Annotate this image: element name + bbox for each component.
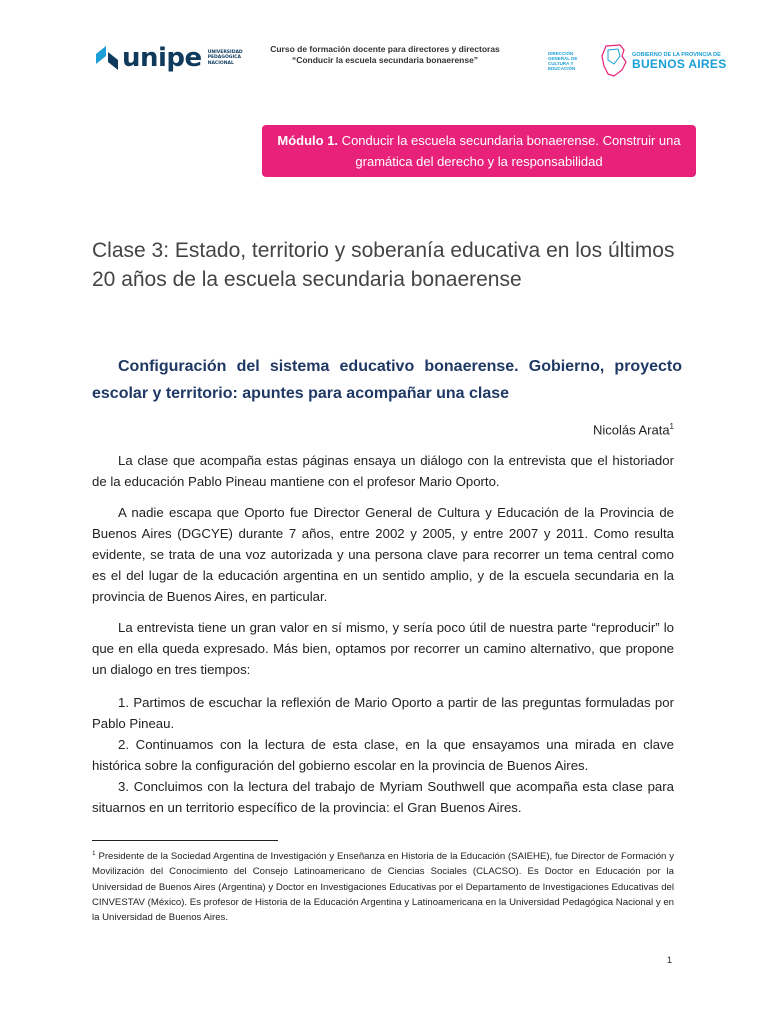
province-map-icon [600,44,628,78]
body-text [92,450,674,818]
footnote-mark: 1 [92,850,96,857]
footnote-divider [92,840,278,841]
list-item-3: 3. Concluimos con la lectura del trabajo de Myriam Southwell que acompaña esta clase para situarnos en un territorio específico de la provincia: el Gran Buenos Aires. [92,779,674,815]
unipe-subtitle: UNIVERSIDAD PEDAGÓGICA NACIONAL [207,50,243,66]
clase-title: Clase 3: Estado, territorio y soberanía educativa en los últimos 20 años de la escuela secundaria bonaerense [92,239,675,291]
footnote-text: Presidente de la Sociedad Argentina de Investigación y Enseñanza en Historia de la Educación (SAIEHE), fue Director de Formación y Movilización del Conocimiento del Consejo Latinoamericano de Ciencias Sociales (CLACSO). Es Doctor en Educación por la Universidad de Buenos Aires (Argentina) y Doctor en Investigaciones Educativas por el Departamento de Investigaciones Educativas del CINVESTAV (México). Es profesor de Historia de la Educación Argentina y Latinoamericana en la Universidad Pedagógica Nacional y en la Universidad de Buenos Aires. [92,851,674,923]
module-label: Módulo 1. [277,133,339,148]
footnote-ref[interactable]: 1 [669,422,674,431]
list-item-2: 2. Continuamos con la lectura de esta clase, en la que ensayamos una mirada en clave histórica sobre la configuración del gobierno escolar en la provincia de Buenos Aires. [92,737,674,773]
unipe-mark-icon [94,44,120,72]
module-text-2: gramática del derecho y la responsabilidad [355,154,603,169]
course-title: Curso de formación docente para directores y directoras “Conducir la escuela secundaria bonaerense” [270,44,500,65]
page-header [0,40,768,90]
paragraph-2: A nadie escapa que Oporto fue Director General de Cultura y Educación de la Provincia de Buenos Aires (DGCYE) durante 7 años, entre 2002 y 2005, y entre 2007 y 2011. Como resulta evidente, se trata de una voz autorizada y una persona clave para recorrer un tema central como es el del lugar de la educación argentina en un sentido amplio, y de la escuela secundaria en la provincia de Buenos Aires, en particular. [92,505,674,604]
unipe-wordmark: unipe [122,43,202,73]
unipe-logo [94,44,243,72]
list-item-1: 1. Partimos de escuchar la reflexión de Mario Oporto a partir de las preguntas formuladas por Pablo Pineau. [92,695,674,731]
page-number: 1 [667,955,673,965]
module-banner [262,125,696,177]
author-name: Nicolás Arata [592,422,670,438]
paragraph-1: La clase que acompaña estas páginas ensaya un diálogo con la entrevista que el historiador de la educación Pablo Pineau mantiene con el profesor Mario Oporto. [92,453,674,489]
gba-logo [548,44,727,78]
section-title: Configuración del sistema educativo bonaerense. Gobierno, proyecto escolar y territorio: apuntes para acompañar una clase [92,358,682,402]
module-text-1: Conducir la escuela secundaria bonaerense. Construir una [338,133,681,148]
gba-wordmark: GOBIERNO DE LA PROVINCIA DE BUENOS AIRES [632,51,727,71]
footnote [92,846,674,925]
author [593,422,674,437]
dgcye-label: DIRECCIÓN GENERAL DE CULTURA Y EDUCACIÓN [548,50,578,72]
paragraph-3: La entrevista tiene un gran valor en sí mismo, y sería poco útil de nuestra parte “reproducir” lo que en ella queda expresado. Más bien, optamos por recorrer un camino alternativo, que propone un dialogo en tres tiempos: [92,620,674,677]
